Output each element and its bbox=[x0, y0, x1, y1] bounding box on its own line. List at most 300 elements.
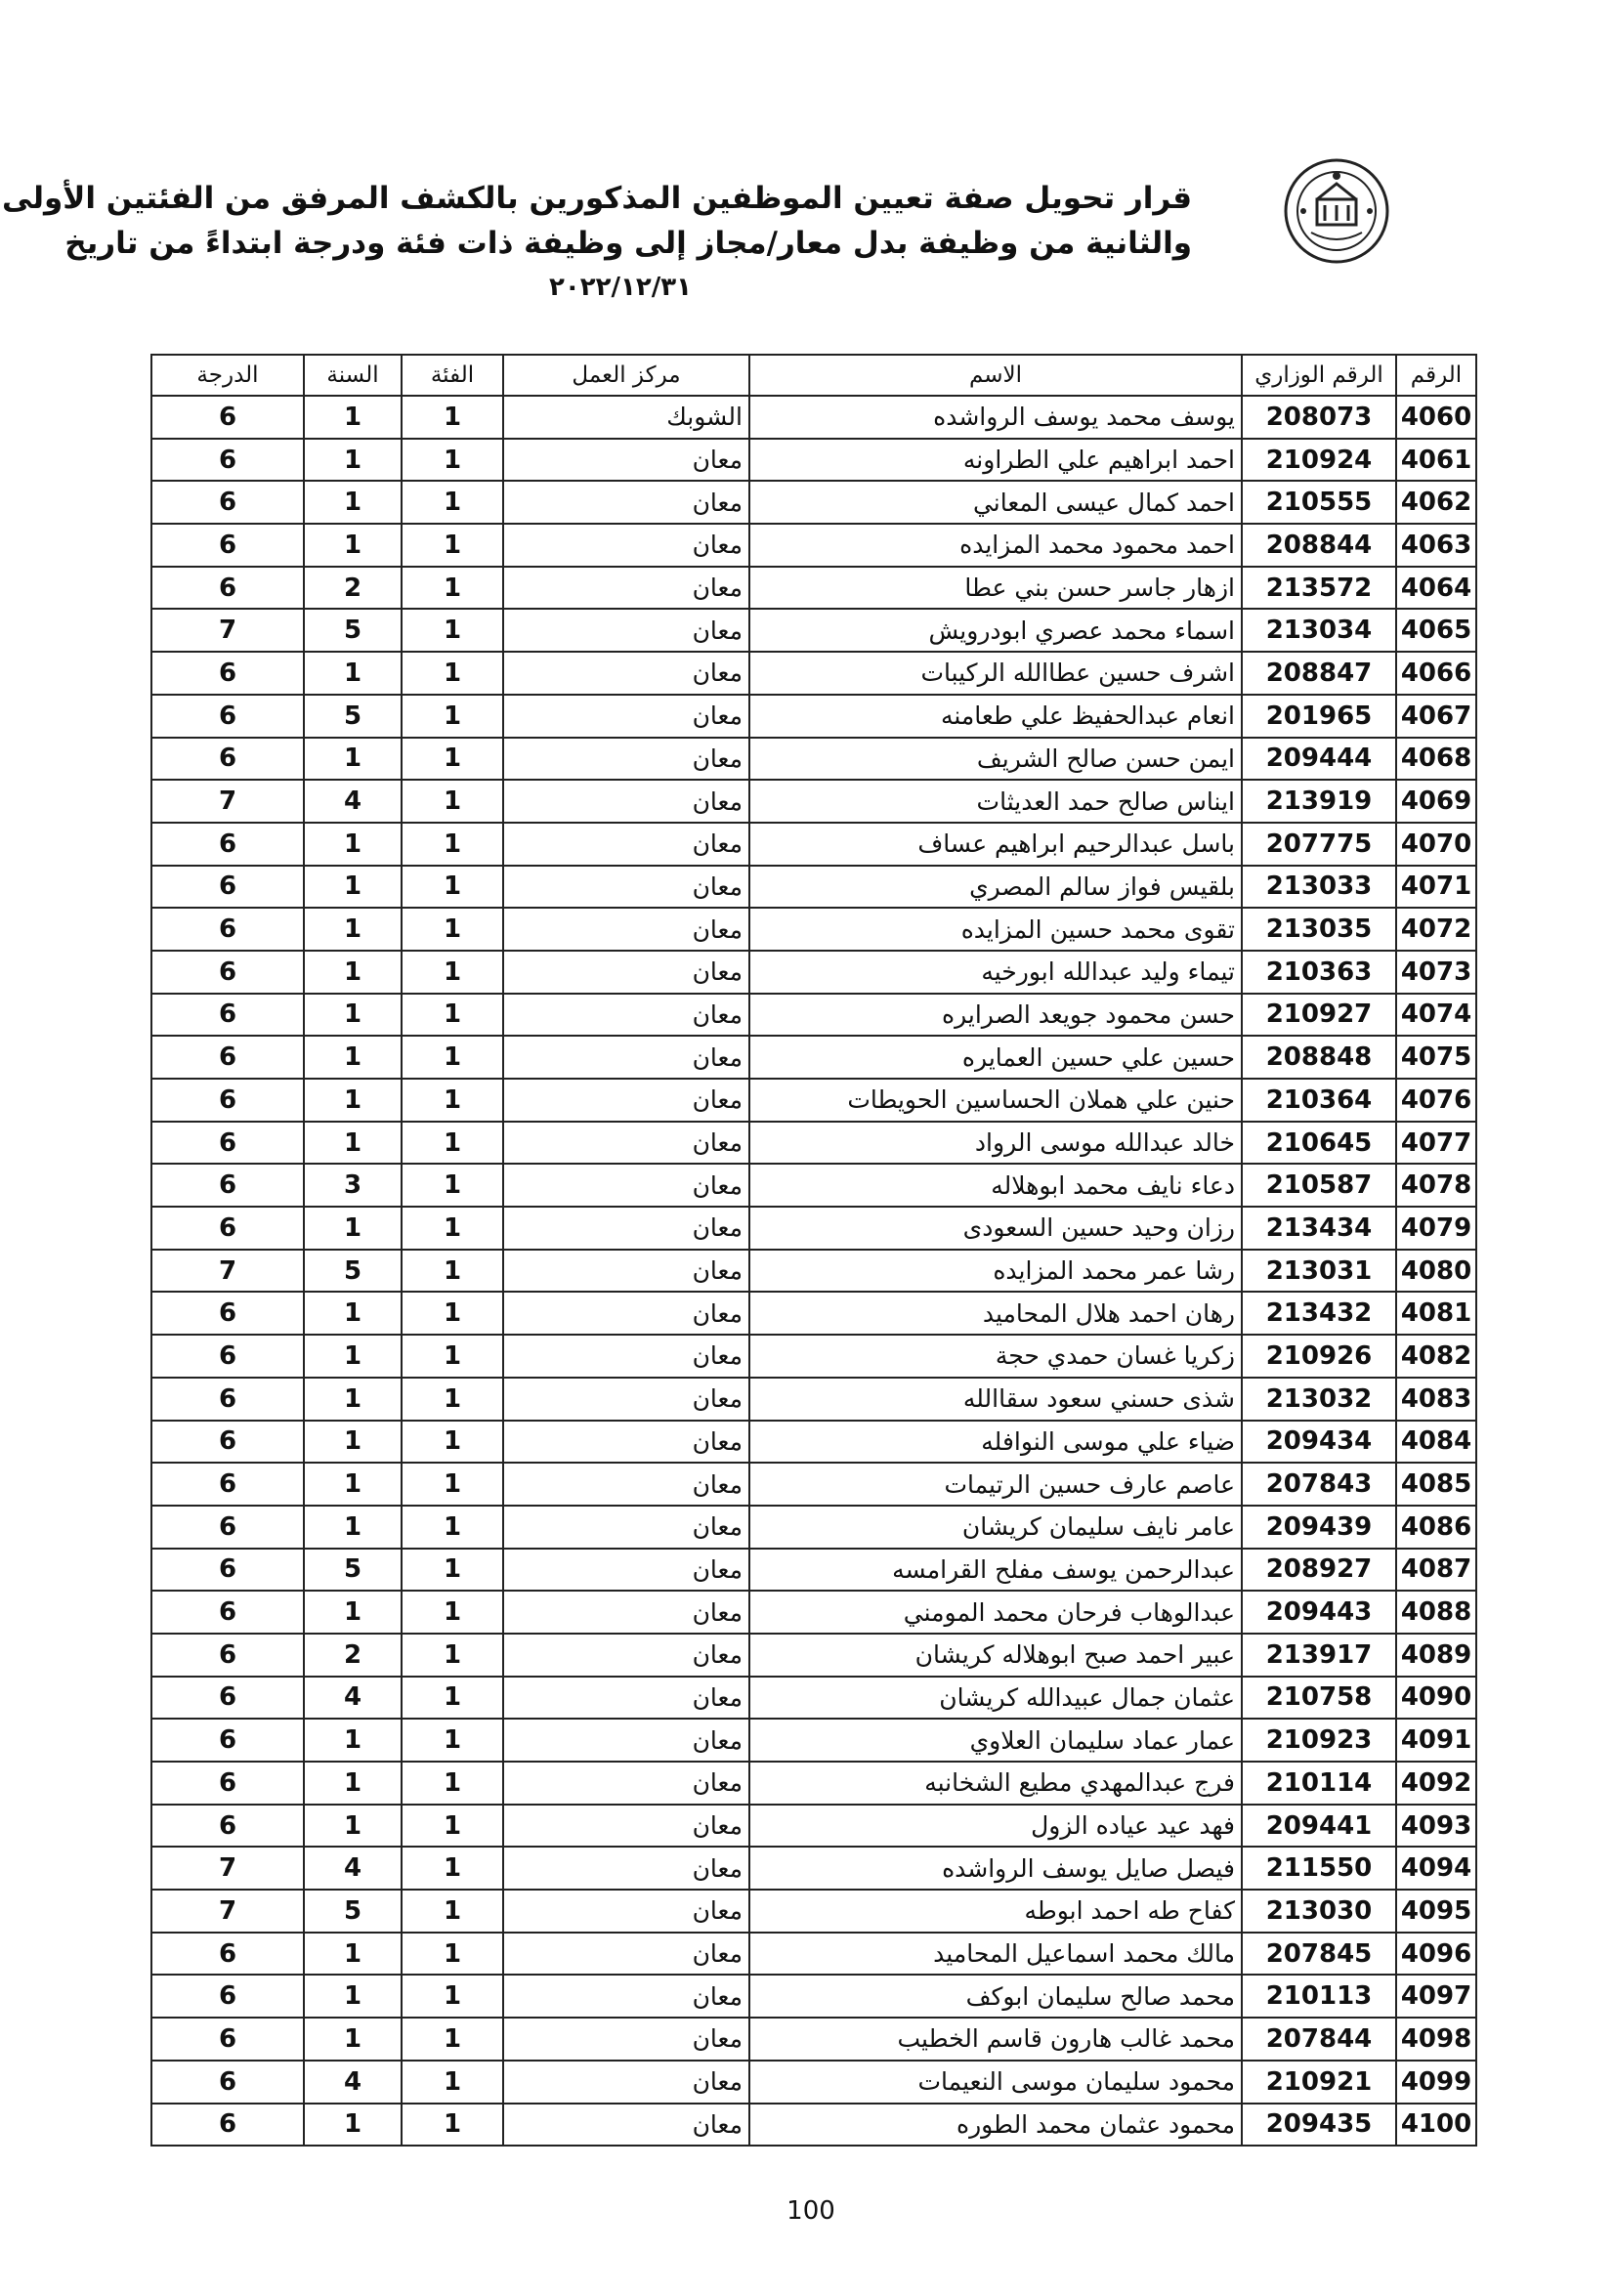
cell-year: 1 bbox=[304, 823, 402, 866]
cell-category: 1 bbox=[402, 2104, 503, 2147]
cell-work-center: معان bbox=[503, 1634, 749, 1677]
cell-seq: 4074 bbox=[1396, 994, 1476, 1037]
cell-category: 1 bbox=[402, 1890, 503, 1933]
cell-name: باسل عبدالرحيم ابراهيم عساف bbox=[749, 823, 1242, 866]
cell-grade: 6 bbox=[151, 1463, 304, 1506]
cell-name: عبدالرحمن يوسف مفلح القرامسه bbox=[749, 1549, 1242, 1592]
cell-seq: 4064 bbox=[1396, 567, 1476, 610]
cell-ministry-id: 210921 bbox=[1242, 2061, 1396, 2104]
cell-work-center: معان bbox=[503, 1421, 749, 1464]
cell-name: ايناس صالح حمد العديثات bbox=[749, 780, 1242, 823]
cell-ministry-id: 213033 bbox=[1242, 866, 1396, 909]
cell-grade: 6 bbox=[151, 1549, 304, 1592]
table-row bbox=[151, 439, 1476, 482]
cell-work-center: معان bbox=[503, 1762, 749, 1805]
cell-work-center: معان bbox=[503, 695, 749, 738]
cell-seq: 4096 bbox=[1396, 1933, 1476, 1976]
cell-grade: 6 bbox=[151, 1975, 304, 2018]
cell-category: 1 bbox=[402, 1549, 503, 1592]
table-row bbox=[151, 1378, 1476, 1421]
cell-name: رزان وحيد حسين السعودى bbox=[749, 1207, 1242, 1250]
cell-ministry-id: 213034 bbox=[1242, 609, 1396, 652]
cell-ministry-id: 210926 bbox=[1242, 1335, 1396, 1378]
cell-seq: 4084 bbox=[1396, 1421, 1476, 1464]
cell-year: 1 bbox=[304, 439, 402, 482]
cell-category: 1 bbox=[402, 1421, 503, 1464]
table-row bbox=[151, 1719, 1476, 1762]
cell-seq: 4089 bbox=[1396, 1634, 1476, 1677]
cell-seq: 4075 bbox=[1396, 1036, 1476, 1079]
cell-work-center: معان bbox=[503, 1378, 749, 1421]
cell-category: 1 bbox=[402, 1762, 503, 1805]
cell-grade: 6 bbox=[151, 1036, 304, 1079]
cell-year: 2 bbox=[304, 1634, 402, 1677]
cell-category: 1 bbox=[402, 652, 503, 695]
title-line-2: والثانية من وظيفة بدل معار/مجاز إلى وظيفة ذات فئة ودرجة ابتداءً من تاريخ bbox=[64, 226, 1192, 261]
table-row bbox=[151, 2018, 1476, 2061]
cell-year: 1 bbox=[304, 481, 402, 524]
table-row bbox=[151, 951, 1476, 994]
cell-grade: 6 bbox=[151, 2061, 304, 2104]
cell-grade: 6 bbox=[151, 1933, 304, 1976]
cell-category: 1 bbox=[402, 908, 503, 951]
cell-ministry-id: 207775 bbox=[1242, 823, 1396, 866]
cell-name: محمد صالح سليمان ابوكف bbox=[749, 1975, 1242, 2018]
cell-ministry-id: 209435 bbox=[1242, 2104, 1396, 2147]
cell-seq: 4077 bbox=[1396, 1122, 1476, 1165]
cell-grade: 6 bbox=[151, 695, 304, 738]
cell-ministry-id: 210927 bbox=[1242, 994, 1396, 1037]
cell-work-center: معان bbox=[503, 1890, 749, 1933]
cell-seq: 4100 bbox=[1396, 2104, 1476, 2147]
cell-year: 1 bbox=[304, 1933, 402, 1976]
cell-name: فيصل صايل يوسف الرواشده bbox=[749, 1847, 1242, 1890]
table-row bbox=[151, 2061, 1476, 2104]
cell-ministry-id: 208844 bbox=[1242, 524, 1396, 567]
cell-category: 1 bbox=[402, 1933, 503, 1976]
cell-ministry-id: 213432 bbox=[1242, 1292, 1396, 1335]
cell-seq: 4087 bbox=[1396, 1549, 1476, 1592]
employees-table bbox=[150, 354, 1475, 2147]
cell-seq: 4091 bbox=[1396, 1719, 1476, 1762]
cell-name: اسماء محمد عصري ابودرويش bbox=[749, 609, 1242, 652]
cell-work-center: معان bbox=[503, 1207, 749, 1250]
table-row bbox=[151, 738, 1476, 781]
cell-seq: 4082 bbox=[1396, 1335, 1476, 1378]
cell-year: 1 bbox=[304, 1335, 402, 1378]
cell-year: 5 bbox=[304, 609, 402, 652]
table-row bbox=[151, 1036, 1476, 1079]
table-row bbox=[151, 908, 1476, 951]
table-body bbox=[151, 396, 1476, 2146]
cell-seq: 4086 bbox=[1396, 1506, 1476, 1549]
cell-work-center: معان bbox=[503, 1933, 749, 1976]
table-row bbox=[151, 1805, 1476, 1848]
cell-name: احمد محمود محمد المزايده bbox=[749, 524, 1242, 567]
cell-name: حنين علي هملان الحساسين الحويطات bbox=[749, 1079, 1242, 1122]
cell-seq: 4080 bbox=[1396, 1250, 1476, 1293]
header-ministry-id: الرقم الوزاري bbox=[1242, 355, 1396, 396]
cell-ministry-id: 210758 bbox=[1242, 1677, 1396, 1720]
cell-year: 4 bbox=[304, 780, 402, 823]
cell-work-center: الشوبك bbox=[503, 396, 749, 439]
cell-grade: 6 bbox=[151, 1719, 304, 1762]
title-date: ٢٠٢٢/١٢/٣١ bbox=[549, 273, 692, 302]
cell-year: 1 bbox=[304, 396, 402, 439]
cell-grade: 6 bbox=[151, 524, 304, 567]
cell-ministry-id: 207845 bbox=[1242, 1933, 1396, 1976]
cell-category: 1 bbox=[402, 1805, 503, 1848]
table-row bbox=[151, 780, 1476, 823]
cell-seq: 4085 bbox=[1396, 1463, 1476, 1506]
cell-name: كفاح طه احمد ابوطه bbox=[749, 1890, 1242, 1933]
cell-ministry-id: 201965 bbox=[1242, 695, 1396, 738]
cell-year: 1 bbox=[304, 738, 402, 781]
cell-seq: 4073 bbox=[1396, 951, 1476, 994]
cell-work-center: معان bbox=[503, 866, 749, 909]
cell-ministry-id: 210923 bbox=[1242, 1719, 1396, 1762]
cell-year: 4 bbox=[304, 2061, 402, 2104]
cell-ministry-id: 211550 bbox=[1242, 1847, 1396, 1890]
cell-name: عامر نايف سليمان كريشان bbox=[749, 1506, 1242, 1549]
cell-name: دعاء نايف محمد ابوهلاله bbox=[749, 1164, 1242, 1207]
cell-grade: 6 bbox=[151, 2018, 304, 2061]
cell-ministry-id: 210587 bbox=[1242, 1164, 1396, 1207]
cell-work-center: معان bbox=[503, 1079, 749, 1122]
table-row bbox=[151, 1122, 1476, 1165]
cell-seq: 4067 bbox=[1396, 695, 1476, 738]
cell-name: احمد ابراهيم علي الطراونه bbox=[749, 439, 1242, 482]
cell-category: 1 bbox=[402, 1079, 503, 1122]
cell-work-center: معان bbox=[503, 738, 749, 781]
cell-grade: 6 bbox=[151, 1762, 304, 1805]
cell-year: 1 bbox=[304, 1378, 402, 1421]
table-row bbox=[151, 567, 1476, 610]
cell-category: 1 bbox=[402, 1122, 503, 1165]
cell-year: 1 bbox=[304, 1079, 402, 1122]
document-title bbox=[2, 176, 1192, 302]
cell-work-center: معان bbox=[503, 823, 749, 866]
cell-grade: 6 bbox=[151, 1421, 304, 1464]
table-row bbox=[151, 1933, 1476, 1976]
cell-seq: 4070 bbox=[1396, 823, 1476, 866]
cell-year: 5 bbox=[304, 695, 402, 738]
table-row bbox=[151, 1634, 1476, 1677]
cell-ministry-id: 213917 bbox=[1242, 1634, 1396, 1677]
cell-year: 3 bbox=[304, 1164, 402, 1207]
table-row bbox=[151, 1079, 1476, 1122]
cell-work-center: معان bbox=[503, 481, 749, 524]
cell-year: 1 bbox=[304, 1975, 402, 2018]
cell-ministry-id: 207843 bbox=[1242, 1463, 1396, 1506]
cell-work-center: معان bbox=[503, 439, 749, 482]
cell-grade: 6 bbox=[151, 1634, 304, 1677]
cell-work-center: معان bbox=[503, 1975, 749, 2018]
table-row bbox=[151, 481, 1476, 524]
cell-grade: 6 bbox=[151, 951, 304, 994]
cell-category: 1 bbox=[402, 1036, 503, 1079]
cell-seq: 4088 bbox=[1396, 1591, 1476, 1634]
cell-seq: 4072 bbox=[1396, 908, 1476, 951]
cell-name: بلقيس فواز سالم المصري bbox=[749, 866, 1242, 909]
cell-work-center: معان bbox=[503, 1122, 749, 1165]
cell-year: 4 bbox=[304, 1677, 402, 1720]
cell-grade: 6 bbox=[151, 994, 304, 1037]
cell-work-center: معان bbox=[503, 1677, 749, 1720]
cell-grade: 7 bbox=[151, 1250, 304, 1293]
table-row bbox=[151, 994, 1476, 1037]
cell-name: رشا عمر محمد المزايده bbox=[749, 1250, 1242, 1293]
cell-grade: 6 bbox=[151, 1122, 304, 1165]
cell-grade: 6 bbox=[151, 1805, 304, 1848]
cell-ministry-id: 210364 bbox=[1242, 1079, 1396, 1122]
table-row bbox=[151, 823, 1476, 866]
cell-ministry-id: 209443 bbox=[1242, 1591, 1396, 1634]
cell-grade: 6 bbox=[151, 396, 304, 439]
cell-category: 1 bbox=[402, 1335, 503, 1378]
cell-work-center: معان bbox=[503, 609, 749, 652]
cell-category: 1 bbox=[402, 1719, 503, 1762]
cell-grade: 7 bbox=[151, 609, 304, 652]
cell-grade: 6 bbox=[151, 1591, 304, 1634]
cell-work-center: معان bbox=[503, 951, 749, 994]
cell-name: تيماء وليد عبدالله ابورخيه bbox=[749, 951, 1242, 994]
cell-seq: 4079 bbox=[1396, 1207, 1476, 1250]
table-row bbox=[151, 1207, 1476, 1250]
cell-seq: 4098 bbox=[1396, 2018, 1476, 2061]
cell-seq: 4092 bbox=[1396, 1762, 1476, 1805]
cell-grade: 6 bbox=[151, 1164, 304, 1207]
cell-name: فهد عيد عياده الزول bbox=[749, 1805, 1242, 1848]
cell-work-center: معان bbox=[503, 1591, 749, 1634]
cell-ministry-id: 209434 bbox=[1242, 1421, 1396, 1464]
cell-name: محمود سليمان موسى النعيمات bbox=[749, 2061, 1242, 2104]
cell-grade: 7 bbox=[151, 780, 304, 823]
cell-grade: 6 bbox=[151, 1079, 304, 1122]
cell-grade: 7 bbox=[151, 1890, 304, 1933]
cell-year: 1 bbox=[304, 1207, 402, 1250]
cell-grade: 6 bbox=[151, 908, 304, 951]
cell-category: 1 bbox=[402, 951, 503, 994]
cell-work-center: معان bbox=[503, 994, 749, 1037]
cell-grade: 6 bbox=[151, 481, 304, 524]
cell-ministry-id: 210113 bbox=[1242, 1975, 1396, 2018]
cell-year: 1 bbox=[304, 1805, 402, 1848]
cell-ministry-id: 213919 bbox=[1242, 780, 1396, 823]
cell-work-center: معان bbox=[503, 652, 749, 695]
cell-category: 1 bbox=[402, 1207, 503, 1250]
title-line-1: قرار تحويل صفة تعيين الموظفين المذكورين بالكشف المرفق من الفئتين الأولى bbox=[2, 181, 1192, 216]
cell-name: محمود عثمان محمد الطوره bbox=[749, 2104, 1242, 2147]
cell-ministry-id: 210555 bbox=[1242, 481, 1396, 524]
cell-name: عمار عماد سليمان العلاوي bbox=[749, 1719, 1242, 1762]
cell-ministry-id: 210114 bbox=[1242, 1762, 1396, 1805]
header-year: السنة bbox=[304, 355, 402, 396]
cell-work-center: معان bbox=[503, 1506, 749, 1549]
cell-name: احمد كمال عيسى المعاني bbox=[749, 481, 1242, 524]
cell-category: 1 bbox=[402, 823, 503, 866]
cell-work-center: معان bbox=[503, 1719, 749, 1762]
cell-grade: 6 bbox=[151, 1506, 304, 1549]
cell-work-center: معان bbox=[503, 1463, 749, 1506]
cell-work-center: معان bbox=[503, 2104, 749, 2147]
cell-year: 5 bbox=[304, 1549, 402, 1592]
cell-year: 1 bbox=[304, 2018, 402, 2061]
cell-work-center: معان bbox=[503, 1036, 749, 1079]
cell-ministry-id: 213030 bbox=[1242, 1890, 1396, 1933]
cell-ministry-id: 210645 bbox=[1242, 1122, 1396, 1165]
cell-category: 1 bbox=[402, 609, 503, 652]
cell-seq: 4081 bbox=[1396, 1292, 1476, 1335]
cell-grade: 6 bbox=[151, 1677, 304, 1720]
cell-ministry-id: 208927 bbox=[1242, 1549, 1396, 1592]
cell-ministry-id: 210924 bbox=[1242, 439, 1396, 482]
cell-name: حسين علي حسين العمايره bbox=[749, 1036, 1242, 1079]
header-name: الاسم bbox=[749, 355, 1242, 396]
cell-category: 1 bbox=[402, 2018, 503, 2061]
cell-name: زكريا غسان حمدي حجة bbox=[749, 1335, 1242, 1378]
cell-name: يوسف محمد يوسف الرواشده bbox=[749, 396, 1242, 439]
cell-category: 1 bbox=[402, 1975, 503, 2018]
cell-grade: 6 bbox=[151, 1292, 304, 1335]
cell-category: 1 bbox=[402, 1164, 503, 1207]
page-number: 100 bbox=[786, 2196, 835, 2226]
cell-seq: 4065 bbox=[1396, 609, 1476, 652]
cell-year: 1 bbox=[304, 866, 402, 909]
table-row bbox=[151, 1250, 1476, 1293]
table-row bbox=[151, 1164, 1476, 1207]
cell-ministry-id: 209439 bbox=[1242, 1506, 1396, 1549]
cell-grade: 6 bbox=[151, 1207, 304, 1250]
cell-year: 1 bbox=[304, 1506, 402, 1549]
cell-seq: 4063 bbox=[1396, 524, 1476, 567]
table-row bbox=[151, 1335, 1476, 1378]
cell-category: 1 bbox=[402, 524, 503, 567]
table-row bbox=[151, 1292, 1476, 1335]
table-row bbox=[151, 652, 1476, 695]
cell-seq: 4097 bbox=[1396, 1975, 1476, 2018]
table-row bbox=[151, 1975, 1476, 2018]
cell-name: تقوى محمد حسين المزايده bbox=[749, 908, 1242, 951]
cell-work-center: معان bbox=[503, 524, 749, 567]
cell-category: 1 bbox=[402, 1506, 503, 1549]
table-row bbox=[151, 1591, 1476, 1634]
cell-seq: 4078 bbox=[1396, 1164, 1476, 1207]
cell-seq: 4066 bbox=[1396, 652, 1476, 695]
cell-category: 1 bbox=[402, 1847, 503, 1890]
cell-name: ازهار جاسر حسن بني عطا bbox=[749, 567, 1242, 610]
cell-seq: 4069 bbox=[1396, 780, 1476, 823]
cell-seq: 4071 bbox=[1396, 866, 1476, 909]
cell-category: 1 bbox=[402, 1463, 503, 1506]
header-work-center: مركز العمل bbox=[503, 355, 749, 396]
cell-seq: 4094 bbox=[1396, 1847, 1476, 1890]
table-row bbox=[151, 1847, 1476, 1890]
cell-year: 1 bbox=[304, 908, 402, 951]
cell-work-center: معان bbox=[503, 2018, 749, 2061]
cell-work-center: معان bbox=[503, 1292, 749, 1335]
cell-work-center: معان bbox=[503, 1549, 749, 1592]
cell-category: 1 bbox=[402, 1591, 503, 1634]
cell-ministry-id: 208847 bbox=[1242, 652, 1396, 695]
cell-category: 1 bbox=[402, 1634, 503, 1677]
table-row bbox=[151, 1890, 1476, 1933]
cell-seq: 4083 bbox=[1396, 1378, 1476, 1421]
cell-year: 1 bbox=[304, 1421, 402, 1464]
header-grade: الدرجة bbox=[151, 355, 304, 396]
cell-ministry-id: 209441 bbox=[1242, 1805, 1396, 1848]
cell-work-center: معان bbox=[503, 567, 749, 610]
table-row bbox=[151, 1762, 1476, 1805]
table-row bbox=[151, 524, 1476, 567]
cell-seq: 4090 bbox=[1396, 1677, 1476, 1720]
cell-work-center: معان bbox=[503, 1250, 749, 1293]
cell-name: عبير احمد صبح ابوهلاله كريشان bbox=[749, 1634, 1242, 1677]
cell-category: 1 bbox=[402, 1677, 503, 1720]
cell-name: ضياء علي موسى النوافله bbox=[749, 1421, 1242, 1464]
cell-ministry-id: 210363 bbox=[1242, 951, 1396, 994]
cell-name: حسن محمود جويعد الصرايره bbox=[749, 994, 1242, 1037]
cell-seq: 4061 bbox=[1396, 439, 1476, 482]
cell-seq: 4060 bbox=[1396, 396, 1476, 439]
cell-grade: 6 bbox=[151, 2104, 304, 2147]
cell-name: عاصم عارف حسين الرتيمات bbox=[749, 1463, 1242, 1506]
cell-name: شذى حسني سعود سقاالله bbox=[749, 1378, 1242, 1421]
header-category: الفئة bbox=[402, 355, 503, 396]
table-row bbox=[151, 609, 1476, 652]
cell-grade: 6 bbox=[151, 567, 304, 610]
cell-year: 1 bbox=[304, 1463, 402, 1506]
cell-work-center: معان bbox=[503, 1805, 749, 1848]
cell-name: رهان احمد هلال المحاميد bbox=[749, 1292, 1242, 1335]
cell-name: فرج عبدالمهدي مطيع الشخانبه bbox=[749, 1762, 1242, 1805]
cell-name: عبدالوهاب فرحان محمد المومني bbox=[749, 1591, 1242, 1634]
cell-category: 1 bbox=[402, 396, 503, 439]
cell-category: 1 bbox=[402, 439, 503, 482]
table-row bbox=[151, 1677, 1476, 1720]
table-row bbox=[151, 866, 1476, 909]
cell-year: 1 bbox=[304, 1122, 402, 1165]
cell-category: 1 bbox=[402, 866, 503, 909]
cell-name: انعام عبدالحفيظ علي طعامنه bbox=[749, 695, 1242, 738]
cell-work-center: معان bbox=[503, 908, 749, 951]
cell-category: 1 bbox=[402, 994, 503, 1037]
cell-category: 1 bbox=[402, 2061, 503, 2104]
cell-year: 5 bbox=[304, 1250, 402, 1293]
cell-year: 1 bbox=[304, 1036, 402, 1079]
cell-category: 1 bbox=[402, 567, 503, 610]
table-row bbox=[151, 1549, 1476, 1592]
cell-grade: 7 bbox=[151, 1847, 304, 1890]
table-header-row bbox=[151, 355, 1476, 396]
cell-name: مالك محمد اسماعيل المحاميد bbox=[749, 1933, 1242, 1976]
cell-category: 1 bbox=[402, 1250, 503, 1293]
cell-name: عثمان جمال عبيدالله كريشان bbox=[749, 1677, 1242, 1720]
cell-grade: 6 bbox=[151, 439, 304, 482]
cell-work-center: معان bbox=[503, 1847, 749, 1890]
cell-name: ايمن حسن صالح الشريف bbox=[749, 738, 1242, 781]
cell-category: 1 bbox=[402, 780, 503, 823]
cell-name: خالد عبدالله موسى الرواد bbox=[749, 1122, 1242, 1165]
table-row bbox=[151, 1506, 1476, 1549]
cell-grade: 6 bbox=[151, 652, 304, 695]
cell-ministry-id: 208073 bbox=[1242, 396, 1396, 439]
cell-category: 1 bbox=[402, 1292, 503, 1335]
cell-seq: 4076 bbox=[1396, 1079, 1476, 1122]
cell-ministry-id: 213032 bbox=[1242, 1378, 1396, 1421]
cell-year: 1 bbox=[304, 1591, 402, 1634]
table-row bbox=[151, 1421, 1476, 1464]
